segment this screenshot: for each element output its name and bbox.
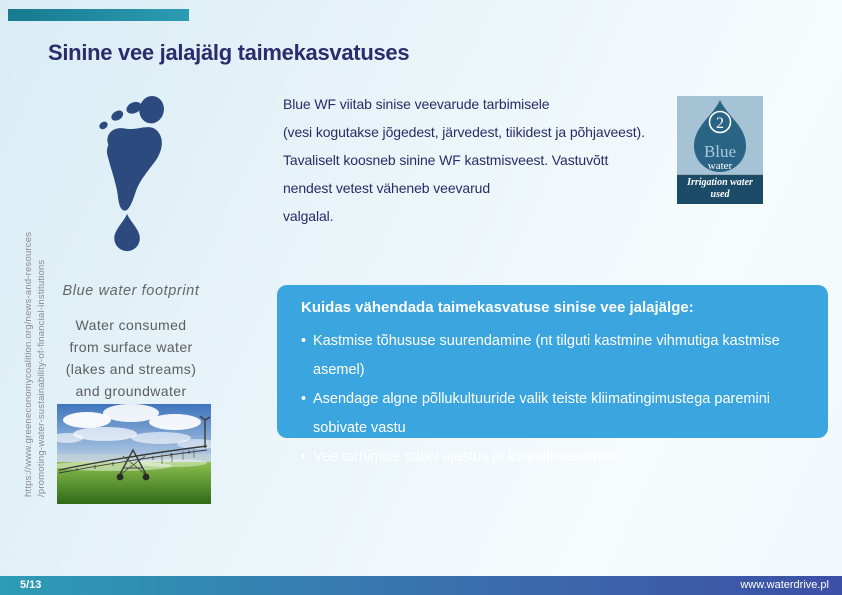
badge-number: 2 bbox=[716, 115, 724, 132]
body-paragraph bbox=[283, 90, 683, 230]
bullet-dot: • bbox=[301, 391, 307, 407]
badge-title: Blue bbox=[703, 142, 737, 161]
description-line: and groundwater bbox=[75, 383, 187, 399]
tips-item bbox=[301, 443, 804, 472]
paragraph-line: nendest vetest väheneb veevarud bbox=[283, 180, 491, 196]
page-indicator: 5/13 bbox=[20, 579, 42, 591]
source-url-line2: /promoting-water-sustainability-of-financial-institutions bbox=[36, 259, 47, 497]
source-url-line1: https://www.greeneconomycoalition.org/news-and-resources bbox=[23, 231, 34, 497]
tips-item-text: Kastmise tõhususe suurendamine (nt tilguti kastmine vihmutiga kastmise asemel) bbox=[313, 333, 780, 378]
badge-label-line1: Irrigation water bbox=[687, 177, 753, 188]
tips-box bbox=[277, 285, 828, 465]
paragraph-line: (vesi kogutakse jõgedest, järvedest, tiikidest ja põhjaveest). bbox=[283, 124, 645, 140]
footprint-description bbox=[40, 314, 222, 402]
tips-item-text: Vee tarnimise sobiv ajastus ja kvantifitseerimine bbox=[313, 449, 621, 465]
paragraph-line: Tavaliselt koosneb sinine WF kastmisveest. Vastuvõtt bbox=[283, 152, 609, 168]
tips-item-text: Asendage algne põllukultuuride valik teiste kliimatingimustega paremini sobivate vastu bbox=[313, 391, 771, 436]
footer-bar bbox=[0, 576, 842, 595]
tips-item bbox=[301, 385, 804, 443]
badge-label-line2: used bbox=[710, 189, 730, 200]
footer-link[interactable]: www.waterdrive.pl bbox=[740, 579, 829, 591]
badge-label bbox=[677, 174, 763, 204]
badge-subtitle: water bbox=[707, 160, 733, 172]
description-line: (lakes and streams) bbox=[65, 361, 197, 377]
top-accent-bar bbox=[8, 9, 189, 21]
page-title: Sinine vee jalajälg taimekasvatuses bbox=[48, 40, 410, 65]
water-drop-icon bbox=[677, 96, 763, 174]
bullet-dot: • bbox=[301, 333, 307, 349]
tips-heading: Kuidas vähendada taimekasvatuse sinise vee jalajälge: bbox=[301, 299, 694, 316]
blue-water-badge bbox=[677, 96, 763, 204]
blue-water-footprint-icon bbox=[92, 94, 170, 256]
irrigation-field-photo bbox=[57, 404, 211, 504]
footprint-caption: Blue water footprint bbox=[62, 283, 200, 299]
description-line: Water consumed bbox=[75, 317, 187, 333]
tips-item bbox=[301, 327, 804, 385]
tips-list bbox=[301, 327, 804, 472]
description-line: from surface water bbox=[69, 339, 193, 355]
bullet-dot: • bbox=[301, 449, 307, 465]
paragraph-line: valgalal. bbox=[283, 208, 334, 224]
paragraph-line: Blue WF viitab sinise veevarude tarbimisele bbox=[283, 96, 550, 112]
